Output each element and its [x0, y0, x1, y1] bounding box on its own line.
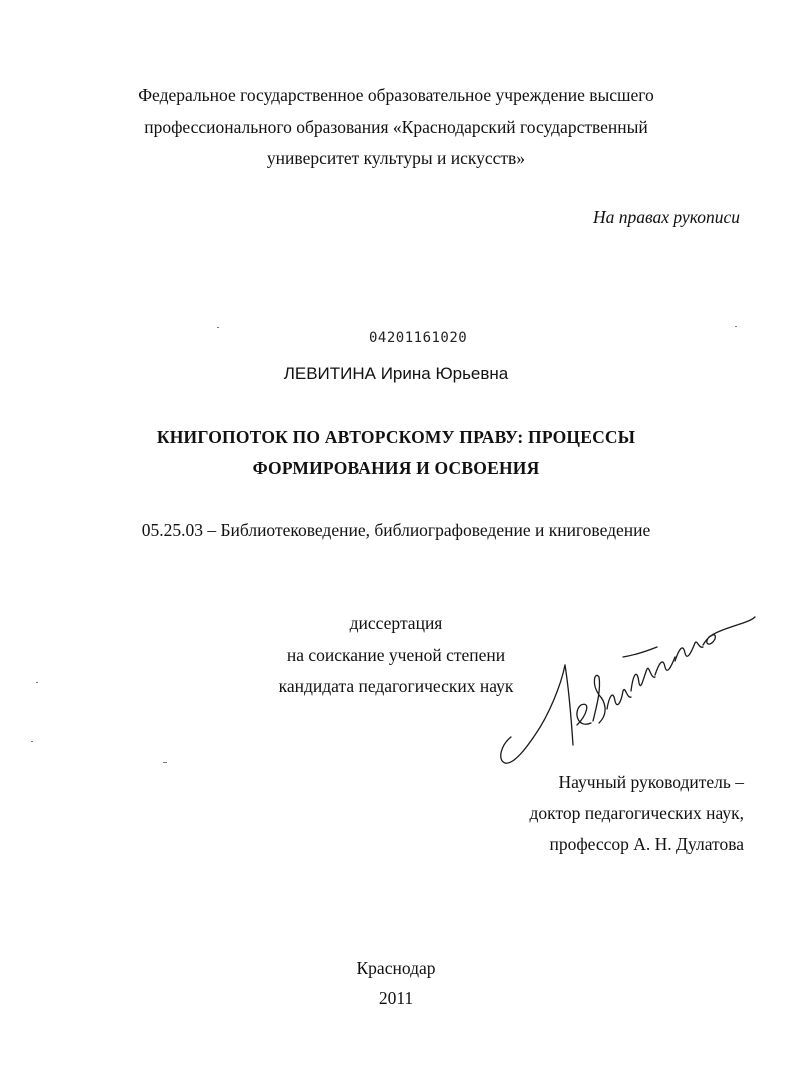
- supervisor-line-1: Научный руководитель –: [558, 772, 744, 792]
- dissertation-title-line-2: ФОРМИРОВАНИЯ И ОСВОЕНИЯ: [252, 458, 540, 478]
- city: Краснодар: [356, 958, 436, 978]
- author-name: ЛЕВИТИНА Ирина Юрьевна: [283, 364, 509, 383]
- signature-stroke-2: [565, 665, 573, 745]
- specialty: 05.25.03 – Библиотековедение, библиографоведение и книговедение: [141, 520, 651, 540]
- catalog-number: 04201161020: [369, 330, 468, 346]
- signature-stroke-3: [577, 704, 591, 725]
- signature-stroke-5: [607, 689, 631, 709]
- signature-stroke-9: [675, 642, 703, 661]
- signature-stroke-4: [593, 675, 605, 723]
- signature-stroke-7: [623, 647, 657, 657]
- signature-stroke-8: [655, 657, 675, 675]
- rights-note: На правах рукописи: [593, 207, 740, 227]
- scan-speck: [31, 741, 33, 742]
- scan-speck: [163, 762, 167, 763]
- institution-line-3: университет культуры и искусств»: [266, 148, 526, 168]
- institution-line-1: Федеральное государственное образовательное учреждение высшего: [138, 85, 654, 105]
- signature-stroke-1: [501, 665, 565, 763]
- dissertation-title-line-1: КНИГОПОТОК ПО АВТОРСКОМУ ПРАВУ: ПРОЦЕССЫ: [156, 427, 636, 447]
- scan-speck: [735, 326, 737, 327]
- work-type-line-2: на соискание ученой степени: [286, 645, 506, 665]
- author-signature: [495, 605, 757, 775]
- work-type-line-1: диссертация: [349, 613, 443, 633]
- institution-line-2: профессионального образования «Краснодарский государственный: [144, 117, 648, 137]
- signature-stroke-10: [703, 617, 755, 645]
- supervisor-line-2: доктор педагогических наук,: [529, 803, 744, 823]
- supervisor-line-3: профессор А. Н. Дулатова: [549, 834, 744, 854]
- scan-speck: [217, 327, 219, 328]
- year: 2011: [378, 988, 414, 1008]
- signature-stroke-6: [631, 668, 655, 691]
- scan-speck: [36, 682, 38, 683]
- work-type-line-3: кандидата педагогических наук: [278, 676, 514, 696]
